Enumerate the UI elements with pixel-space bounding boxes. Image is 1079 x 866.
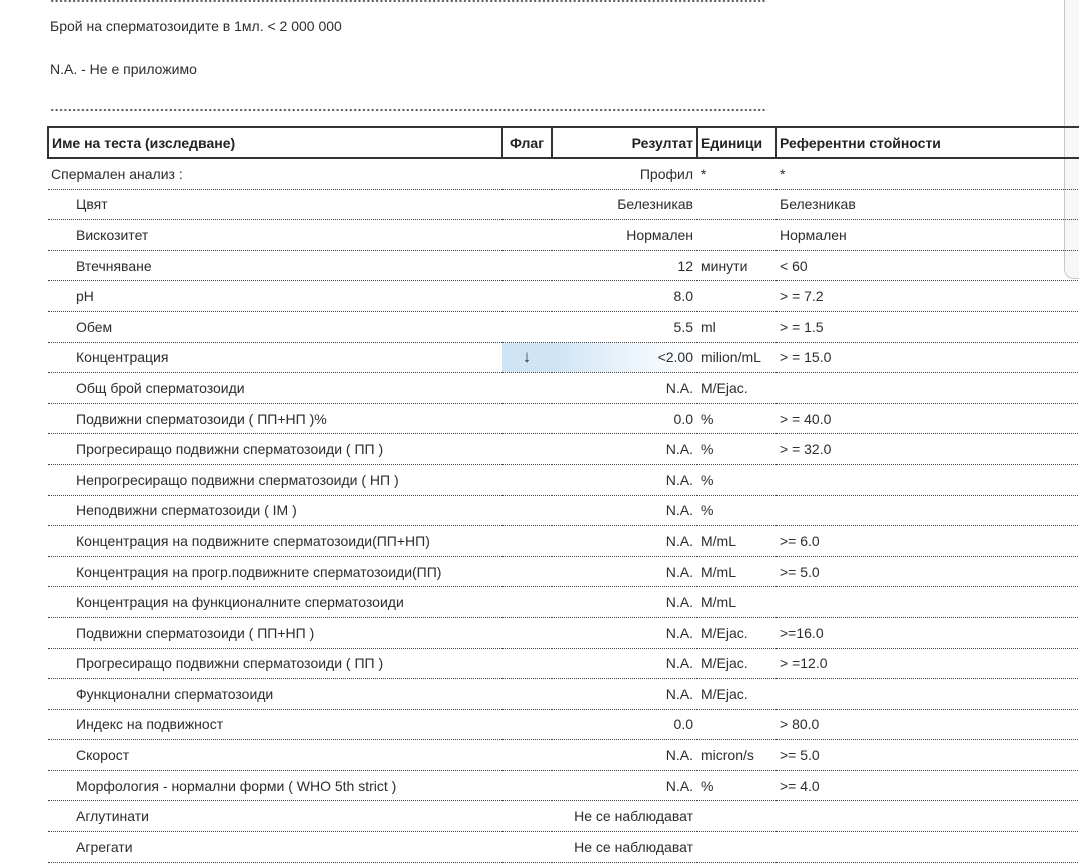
results-table-body: [48, 158, 1079, 862]
flag-cell: [502, 526, 552, 557]
reference-cell: Белезникав: [776, 189, 1079, 220]
table-row: [48, 220, 1079, 251]
flag-cell: [502, 587, 552, 618]
test-name-cell: Аглутинати: [48, 801, 502, 832]
units-cell: [697, 281, 776, 312]
top-separator: [50, 0, 767, 8]
test-name-cell: Концентрация на функционалните сперматозоиди: [48, 587, 502, 618]
header-flag: Флаг: [502, 127, 552, 158]
table-row: [48, 832, 1079, 863]
table-row: [48, 342, 1079, 373]
units-cell: micron/s: [697, 740, 776, 771]
result-cell: 12: [552, 250, 697, 281]
result-cell: Профил: [552, 158, 697, 189]
result-cell: 5.5: [552, 311, 697, 342]
result-cell: Не се наблюдават: [552, 832, 697, 863]
result-cell: N.A.: [552, 556, 697, 587]
reference-cell: [776, 679, 1079, 710]
test-name-cell: Индекс на подвижност: [48, 709, 502, 740]
table-row: [48, 740, 1079, 771]
units-cell: [697, 801, 776, 832]
results-table: [47, 126, 1079, 863]
result-cell: N.A.: [552, 373, 697, 404]
test-name-cell: Концентрация: [48, 342, 502, 373]
test-name-cell: Обем: [48, 311, 502, 342]
table-row: [48, 189, 1079, 220]
table-row: [48, 158, 1079, 189]
units-cell: [697, 709, 776, 740]
units-cell: milion/mL: [697, 342, 776, 373]
units-cell: M/mL: [697, 526, 776, 557]
test-name-cell: Морфология - нормални форми ( WHO 5th strict ): [48, 770, 502, 801]
result-cell: N.A.: [552, 648, 697, 679]
table-row: [48, 617, 1079, 648]
result-cell: N.A.: [552, 770, 697, 801]
result-cell: <2.00: [552, 342, 697, 373]
header-result: Резултат: [552, 127, 697, 158]
table-row: [48, 648, 1079, 679]
units-cell: M/mL: [697, 587, 776, 618]
flag-cell: [502, 648, 552, 679]
units-cell: M/Ejac.: [697, 648, 776, 679]
table-row: [48, 250, 1079, 281]
units-cell: ml: [697, 311, 776, 342]
flag-cell: [502, 250, 552, 281]
units-cell: %: [697, 464, 776, 495]
flag-cell: [502, 740, 552, 771]
reference-cell: > =12.0: [776, 648, 1079, 679]
units-cell: минути: [697, 250, 776, 281]
units-cell: [697, 832, 776, 863]
header-test-name: Име на теста (изследване): [48, 127, 502, 158]
flag-cell: [502, 342, 552, 373]
units-cell: M/Ejac.: [697, 617, 776, 648]
units-cell: *: [697, 158, 776, 189]
test-name-cell: Функционални сперматозоиди: [48, 679, 502, 710]
test-name-cell: Скорост: [48, 740, 502, 771]
units-cell: M/Ejac.: [697, 373, 776, 404]
flag-cell: [502, 679, 552, 710]
reference-cell: [776, 495, 1079, 526]
units-cell: %: [697, 770, 776, 801]
arrow-down-icon: ↓: [522, 347, 532, 367]
reference-cell: [776, 464, 1079, 495]
test-name-cell: Втечняване: [48, 250, 502, 281]
flag-cell: [502, 158, 552, 189]
table-row: [48, 403, 1079, 434]
table-row: [48, 770, 1079, 801]
flag-cell: [502, 801, 552, 832]
reference-cell: > = 7.2: [776, 281, 1079, 312]
test-name-cell: Непрогресиращо подвижни сперматозоиди ( НП ): [48, 464, 502, 495]
reference-cell: [776, 373, 1079, 404]
table-header-row: [48, 127, 1079, 158]
flag-cell: [502, 281, 552, 312]
table-row: [48, 556, 1079, 587]
test-name-cell: Прогресиращо подвижни сперматозоиди ( ПП ): [48, 648, 502, 679]
reference-cell: [776, 832, 1079, 863]
table-row: [48, 434, 1079, 465]
test-name-cell: Подвижни сперматозоиди ( ПП+НП ): [48, 617, 502, 648]
test-name-cell: Концентрация на подвижните сперматозоиди(ПП+НП): [48, 526, 502, 557]
flag-cell: [502, 709, 552, 740]
reference-cell: >= 5.0: [776, 740, 1079, 771]
table-row: [48, 587, 1079, 618]
test-name-cell: Вискозитет: [48, 220, 502, 251]
test-name-cell: Агрегати: [48, 832, 502, 863]
reference-cell: [776, 801, 1079, 832]
reference-cell: [776, 587, 1079, 618]
flag-cell: [502, 464, 552, 495]
reference-cell: > = 1.5: [776, 311, 1079, 342]
units-cell: [697, 220, 776, 251]
flag-cell: [502, 189, 552, 220]
flag-cell: [502, 556, 552, 587]
reference-cell: > = 32.0: [776, 434, 1079, 465]
test-name-cell: pH: [48, 281, 502, 312]
flag-cell: [502, 403, 552, 434]
units-cell: M/mL: [697, 556, 776, 587]
result-cell: Нормален: [552, 220, 697, 251]
result-cell: N.A.: [552, 495, 697, 526]
table-row: [48, 709, 1079, 740]
result-cell: N.A.: [552, 526, 697, 557]
table-row: [48, 801, 1079, 832]
flag-cell: [502, 311, 552, 342]
table-row: [48, 526, 1079, 557]
flag-cell: [502, 617, 552, 648]
units-cell: M/Ejac.: [697, 679, 776, 710]
table-row: [48, 495, 1079, 526]
reference-cell: >= 4.0: [776, 770, 1079, 801]
reference-cell: Нормален: [776, 220, 1079, 251]
result-cell: N.A.: [552, 587, 697, 618]
units-cell: %: [697, 434, 776, 465]
flag-cell: [502, 220, 552, 251]
reference-cell: > = 15.0: [776, 342, 1079, 373]
test-name-cell: Спермален анализ :: [48, 158, 502, 189]
result-cell: Не се наблюдават: [552, 801, 697, 832]
middle-separator: [50, 103, 767, 117]
result-cell: N.A.: [552, 740, 697, 771]
reference-cell: >= 5.0: [776, 556, 1079, 587]
test-name-cell: Подвижни сперматозоиди ( ПП+НП )%: [48, 403, 502, 434]
sperm-count-note: Брой на сперматозоидите в 1мл. < 2 000 000: [50, 18, 342, 34]
reference-cell: < 60: [776, 250, 1079, 281]
result-cell: N.A.: [552, 434, 697, 465]
header-reference: Референтни стойности: [776, 127, 1079, 158]
table-row: [48, 311, 1079, 342]
test-name-cell: Общ брой сперматозоиди: [48, 373, 502, 404]
test-name-cell: Неподвижни сперматозоиди ( IM ): [48, 495, 502, 526]
result-cell: Белезникав: [552, 189, 697, 220]
reference-cell: >= 6.0: [776, 526, 1079, 557]
reference-cell: *: [776, 158, 1079, 189]
flag-cell: [502, 832, 552, 863]
result-cell: 8.0: [552, 281, 697, 312]
test-name-cell: Концентрация на прогр.подвижните сперматозоиди(ПП): [48, 556, 502, 587]
result-cell: N.A.: [552, 679, 697, 710]
reference-cell: > 80.0: [776, 709, 1079, 740]
header-units: Единици: [697, 127, 776, 158]
test-name-cell: Прогресиращо подвижни сперматозоиди ( ПП ): [48, 434, 502, 465]
units-cell: %: [697, 495, 776, 526]
table-row: [48, 679, 1079, 710]
units-cell: [697, 189, 776, 220]
result-cell: 0.0: [552, 403, 697, 434]
reference-cell: >=16.0: [776, 617, 1079, 648]
result-cell: N.A.: [552, 617, 697, 648]
table-row: [48, 373, 1079, 404]
result-cell: N.A.: [552, 464, 697, 495]
flag-cell: [502, 770, 552, 801]
flag-cell: [502, 373, 552, 404]
reference-cell: > = 40.0: [776, 403, 1079, 434]
table-row: [48, 281, 1079, 312]
table-row: [48, 464, 1079, 495]
units-cell: %: [697, 403, 776, 434]
flag-cell: [502, 495, 552, 526]
test-name-cell: Цвят: [48, 189, 502, 220]
result-cell: 0.0: [552, 709, 697, 740]
na-legend-note: N.A. - Не е приложимо: [50, 61, 197, 77]
flag-cell: [502, 434, 552, 465]
